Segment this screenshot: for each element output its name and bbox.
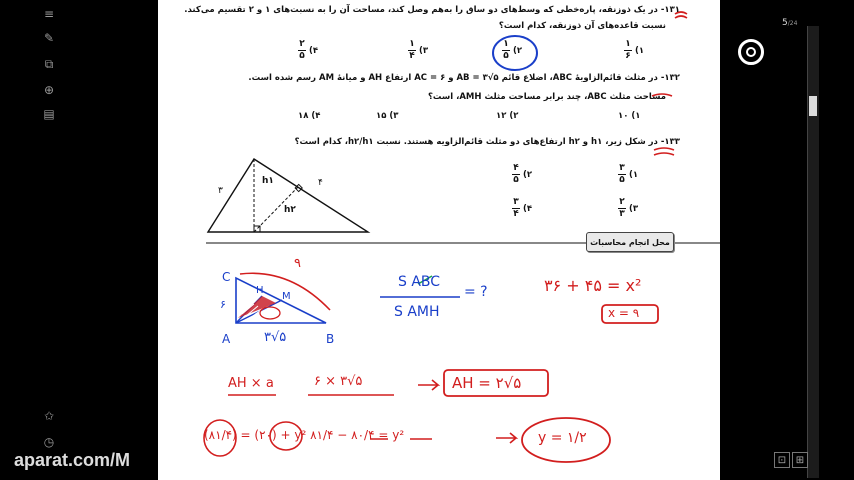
history-icon[interactable]: ◷	[43, 435, 55, 449]
q133-option-2[interactable]: ۲) $\frac{۴}{۵}$	[513, 163, 533, 185]
scrollbar-thumb[interactable]	[809, 96, 817, 116]
target-tool-icon[interactable]: ⊕	[43, 83, 55, 97]
hw-label-6: ۶	[220, 298, 226, 311]
hw-label-9: ۹	[294, 256, 301, 271]
left-toolbar	[0, 0, 98, 480]
q132-option-4[interactable]: ۴) ۱۸	[298, 111, 321, 121]
hw-ratio-question: = ?	[464, 284, 488, 300]
hw-eq3: (۸۱/۴) = (۲۰) + y² ۸۱/۴ − ۸۰/۴ = y²	[204, 428, 405, 442]
focus-target-icon[interactable]	[738, 39, 764, 65]
hw-eq1-result: x = ۹	[608, 306, 640, 320]
scrollbar-track[interactable]	[807, 26, 819, 478]
q132-option-1[interactable]: ۱) ۱۰	[618, 111, 641, 121]
q133-number: ۱۳۳-	[660, 137, 680, 147]
zoom-icon[interactable]: ⊞	[792, 452, 808, 468]
q132-option-3[interactable]: ۳) ۱۵	[376, 111, 399, 121]
q132-option-2[interactable]: ۲) ۱۲	[496, 111, 519, 121]
right-sidebar	[720, 0, 854, 480]
hw-eq2-mid: ۶ × ۳√۵	[314, 374, 363, 389]
calc-area-tab: محل انجام محاسبات	[586, 232, 674, 252]
figure-side-right: ۴	[318, 178, 323, 188]
q132-number: ۱۳۲-	[660, 73, 680, 83]
q132-text: در مثلث قائم‌الزاویهٔ ABC، اضلاع قائم AB = ۳√۵ و AC = ۶ ارتفاع AH و میانهٔ AM رسم شده است.	[248, 73, 658, 83]
hw-eq2-result: AH = ۲√۵	[452, 374, 522, 392]
q131-number: ۱۳۱-	[660, 5, 680, 15]
q133-option-3[interactable]: ۳) $\frac{۲}{۳}$	[619, 197, 639, 219]
q131-option-3[interactable]: ۳) $\frac{۱}{۴}$	[409, 39, 429, 61]
hw-label-h: H	[256, 285, 264, 296]
copy-icon[interactable]: ⧉	[44, 56, 54, 71]
q131-option-2[interactable]: ۲) $\frac{۱}{۵}$	[503, 39, 523, 61]
q133-option-4[interactable]: ۴) $\frac{۳}{۴}$	[513, 197, 533, 219]
hw-ratio-top: S ABC	[398, 274, 441, 290]
figure-h2: h۲	[284, 205, 296, 215]
figure-side-left: ۳	[218, 186, 223, 196]
hw-eq1: ۳۶ + ۴۵ = x²	[544, 276, 642, 295]
q131-line1	[184, 5, 680, 15]
red-mark-133	[654, 148, 674, 155]
q131-option-1[interactable]: ۱) $\frac{۱}{۶}$	[625, 39, 645, 61]
star-icon[interactable]: ✩	[43, 409, 55, 423]
q133-option-1[interactable]: ۱) $\frac{۳}{۵}$	[619, 163, 639, 185]
hw-eq3-result: y = ۱/۲	[538, 430, 587, 446]
page-counter	[782, 18, 797, 28]
q133-figure	[208, 159, 368, 232]
hw-eq2-left: AH × a	[228, 376, 274, 391]
q132-line2: مساحت مثلث ABC، چند برابر مساحت مثلث AMH، است؟	[427, 92, 666, 102]
q133-line1	[295, 137, 680, 147]
hw-label-b: B	[326, 332, 335, 346]
q132-line1	[248, 73, 680, 83]
figure-h1: h۱	[262, 176, 274, 186]
q133-text: در شکل زیر، h۱ و h۲ ارتفاع‌های دو مثلث قائم‌الزاویه هستند. نسبت h۲/h۱، کدام است؟	[294, 137, 658, 147]
hw-ratio-bottom: S AMH	[394, 304, 440, 320]
page-total: /24	[787, 20, 798, 27]
hw-label-c: C	[222, 270, 231, 284]
document-page	[158, 0, 720, 480]
q131-option-4[interactable]: ۴) $\frac{۲}{۵}$	[299, 39, 319, 61]
hw-label-a: A	[222, 332, 231, 346]
fit-page-icon[interactable]: ⊡	[774, 452, 790, 468]
q131-line2: نسبت قاعده‌های آن ذوزنقه، کدام است؟	[498, 21, 666, 31]
watermark-text: aparat.com/M	[14, 450, 131, 470]
hw-label-3r5: ۳√۵	[264, 330, 287, 345]
q131-text: در یک ذوزنقه، پاره‌خطی که وسط‌های دو ساق را به‌هم وصل کند، مساحت آن را به نسبت‌های ۱ و ۲ تقسیم می‌کند.	[184, 5, 658, 15]
menu-icon[interactable]: ≡	[43, 7, 55, 21]
page-number: 5	[782, 18, 788, 28]
hw-label-m: M	[282, 291, 291, 302]
note-icon[interactable]: ▤	[43, 107, 55, 121]
pen-icon[interactable]: ✎	[43, 31, 55, 45]
